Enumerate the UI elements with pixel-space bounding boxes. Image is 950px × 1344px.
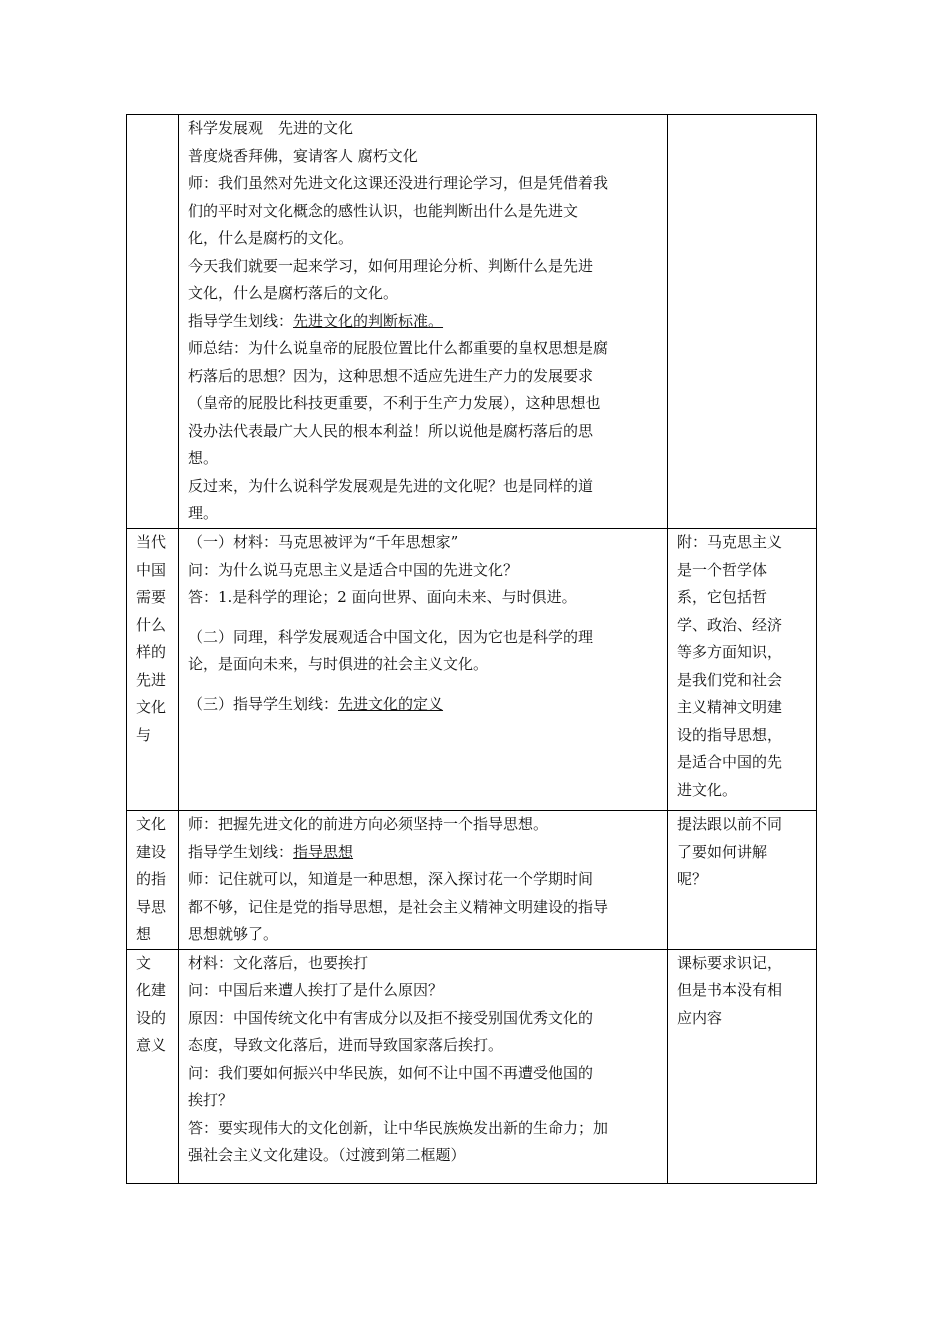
underlined-term: 先进文化的定义 (338, 694, 444, 713)
topic-cell (127, 529, 179, 811)
note-line: 进文化。 (677, 780, 738, 799)
instruction-label: （三）指导学生划线： (188, 694, 339, 713)
topic-line: 建设 (136, 842, 167, 861)
text-line: 思想就够了。 (188, 925, 279, 943)
note-line: 是我们党和社会 (677, 670, 783, 689)
note-line: 系，它包括哲 (677, 588, 768, 606)
note-line: 附：马克思主义 (677, 533, 783, 551)
note-line: 是一个哲学体 (677, 560, 768, 579)
text-line: 理。 (188, 504, 219, 522)
text-line: （二）同理，科学发展观适合中国文化，因为它也是科学的理 (188, 627, 594, 646)
content-cell (179, 115, 668, 529)
table-row (127, 529, 817, 811)
topic-line: 当代 (136, 533, 167, 551)
topic-line: 想 (136, 925, 152, 943)
topic-line: 文化 (136, 698, 167, 716)
text-line: 今天我们就要一起来学习，如何用理论分析、判断什么是先进 (188, 256, 594, 275)
content-cell (179, 811, 668, 950)
text-line: 文化，什么是腐朽落后的文化。 (188, 284, 399, 302)
instruction-label: 指导学生划线： (188, 311, 294, 330)
table-row (127, 115, 817, 529)
text-line: 科学发展观 先进的文化 (188, 119, 354, 137)
topic-line: 中国 (136, 560, 167, 579)
note-cell (668, 949, 817, 1183)
note-cell (668, 115, 817, 529)
text-line: 们的平时对文化概念的感性认识，也能判断出什么是先进文 (188, 201, 579, 220)
text-line: 原因：中国传统文化中有害成分以及拒不接受别国优秀文化的 (188, 1008, 594, 1027)
note-line: 但是书本没有相 (677, 981, 783, 999)
topic-line: 样的 (136, 643, 167, 661)
topic-line: 化建 (136, 981, 167, 999)
note-line: 设的指导思想， (677, 725, 783, 744)
note-line: 等多方面知识， (677, 643, 783, 661)
text-line: 挨打？ (188, 1091, 234, 1109)
text-line: 答：要实现伟大的文化创新，让中华民族焕发出新的生命力；加 (188, 1118, 609, 1137)
topic-line: 与 (136, 725, 152, 744)
text-line: 材料：文化落后，也要挨打 (188, 953, 369, 972)
topic-line: 文 (136, 953, 152, 972)
note-line: 了要如何讲解 (677, 842, 768, 861)
text-line: 师：记住就可以，知道是一种思想，深入探讨花一个学期时间 (188, 870, 594, 888)
text-line: 师：把握先进文化的前进方向必须坚持一个指导思想。 (188, 815, 549, 833)
text-line (188, 691, 660, 719)
topic-line: 意义 (136, 1036, 167, 1054)
topic-line: 需要 (136, 588, 167, 606)
table-row (127, 949, 817, 1183)
text-line: 强社会主义文化建设。（过渡到第二框题） (188, 1146, 466, 1164)
text-line: 师：我们虽然对先进文化这课还没进行理论学习，但是凭借着我 (188, 174, 609, 192)
topic-line: 的指 (136, 870, 167, 888)
text-line: 反过来，为什么说科学发展观是先进的文化呢？也是同样的道 (188, 476, 594, 495)
text-line: 朽落后的思想？因为，这种思想不适应先进生产力的发展要求 (188, 366, 594, 385)
text-line: 师总结：为什么说皇帝的屁股位置比什么都重要的皇权思想是腐 (188, 339, 609, 357)
note-line: 学、政治、经济 (677, 615, 783, 634)
text-line: 普度烧香拜佛，宴请客人 腐朽文化 (188, 146, 418, 165)
text-line: 论，是面向未来，与时俱进的社会主义文化。 (188, 655, 489, 673)
text-line: 态度，导致文化落后，进而导致国家落后挨打。 (188, 1036, 504, 1054)
underlined-term: 指导思想 (293, 842, 354, 861)
text-line: （一）材料：马克思被评为“千年思想家” (188, 533, 459, 551)
note-line: 提法跟以前不同 (677, 815, 783, 833)
table-row (127, 811, 817, 950)
topic-line: 文化 (136, 815, 167, 833)
note-cell (668, 811, 817, 950)
note-line: 课标要求识记， (677, 953, 783, 972)
topic-line: 设的 (136, 1008, 167, 1027)
text-line: 没办法代表最广大人民的根本利益！所以说他是腐朽落后的思 (188, 421, 594, 440)
text-line (188, 308, 660, 336)
text-line: （皇帝的屁股比科技更重要，不利于生产力发展），这种思想也 (188, 394, 601, 412)
topic-cell (127, 811, 179, 950)
topic-line: 导思 (136, 897, 167, 916)
note-cell (668, 529, 817, 811)
text-line: 都不够，记住是党的指导思想，是社会主义精神文明建设的指导 (188, 897, 609, 916)
content-cell (179, 529, 668, 811)
note-line: 主义精神文明建 (677, 698, 783, 716)
text-line (188, 839, 660, 867)
lesson-plan-table (126, 114, 817, 1184)
note-line: 应内容 (677, 1008, 723, 1027)
topic-cell (127, 115, 179, 529)
text-line: 问：我们要如何振兴中华民族，如何不让中国不再遭受他国的 (188, 1063, 594, 1082)
note-line: 呢？ (677, 870, 708, 888)
content-cell (179, 949, 668, 1183)
note-line: 是适合中国的先 (677, 753, 783, 771)
topic-line: 什么 (136, 615, 167, 634)
instruction-label: 指导学生划线： (188, 842, 294, 861)
topic-line: 先进 (136, 670, 167, 689)
underlined-term: 先进文化的判断标准。 (293, 311, 444, 330)
text-line: 化，什么是腐朽的文化。 (188, 229, 354, 247)
text-line: 问：中国后来遭人挨打了是什么原因？ (188, 981, 444, 999)
text-line: 想。 (188, 449, 219, 467)
topic-cell (127, 949, 179, 1183)
text-line: 问：为什么说马克思主义是适合中国的先进文化？ (188, 560, 519, 579)
text-line: 答：1.是科学的理论；2 面向世界、面向未来、与时俱进。 (188, 588, 577, 606)
